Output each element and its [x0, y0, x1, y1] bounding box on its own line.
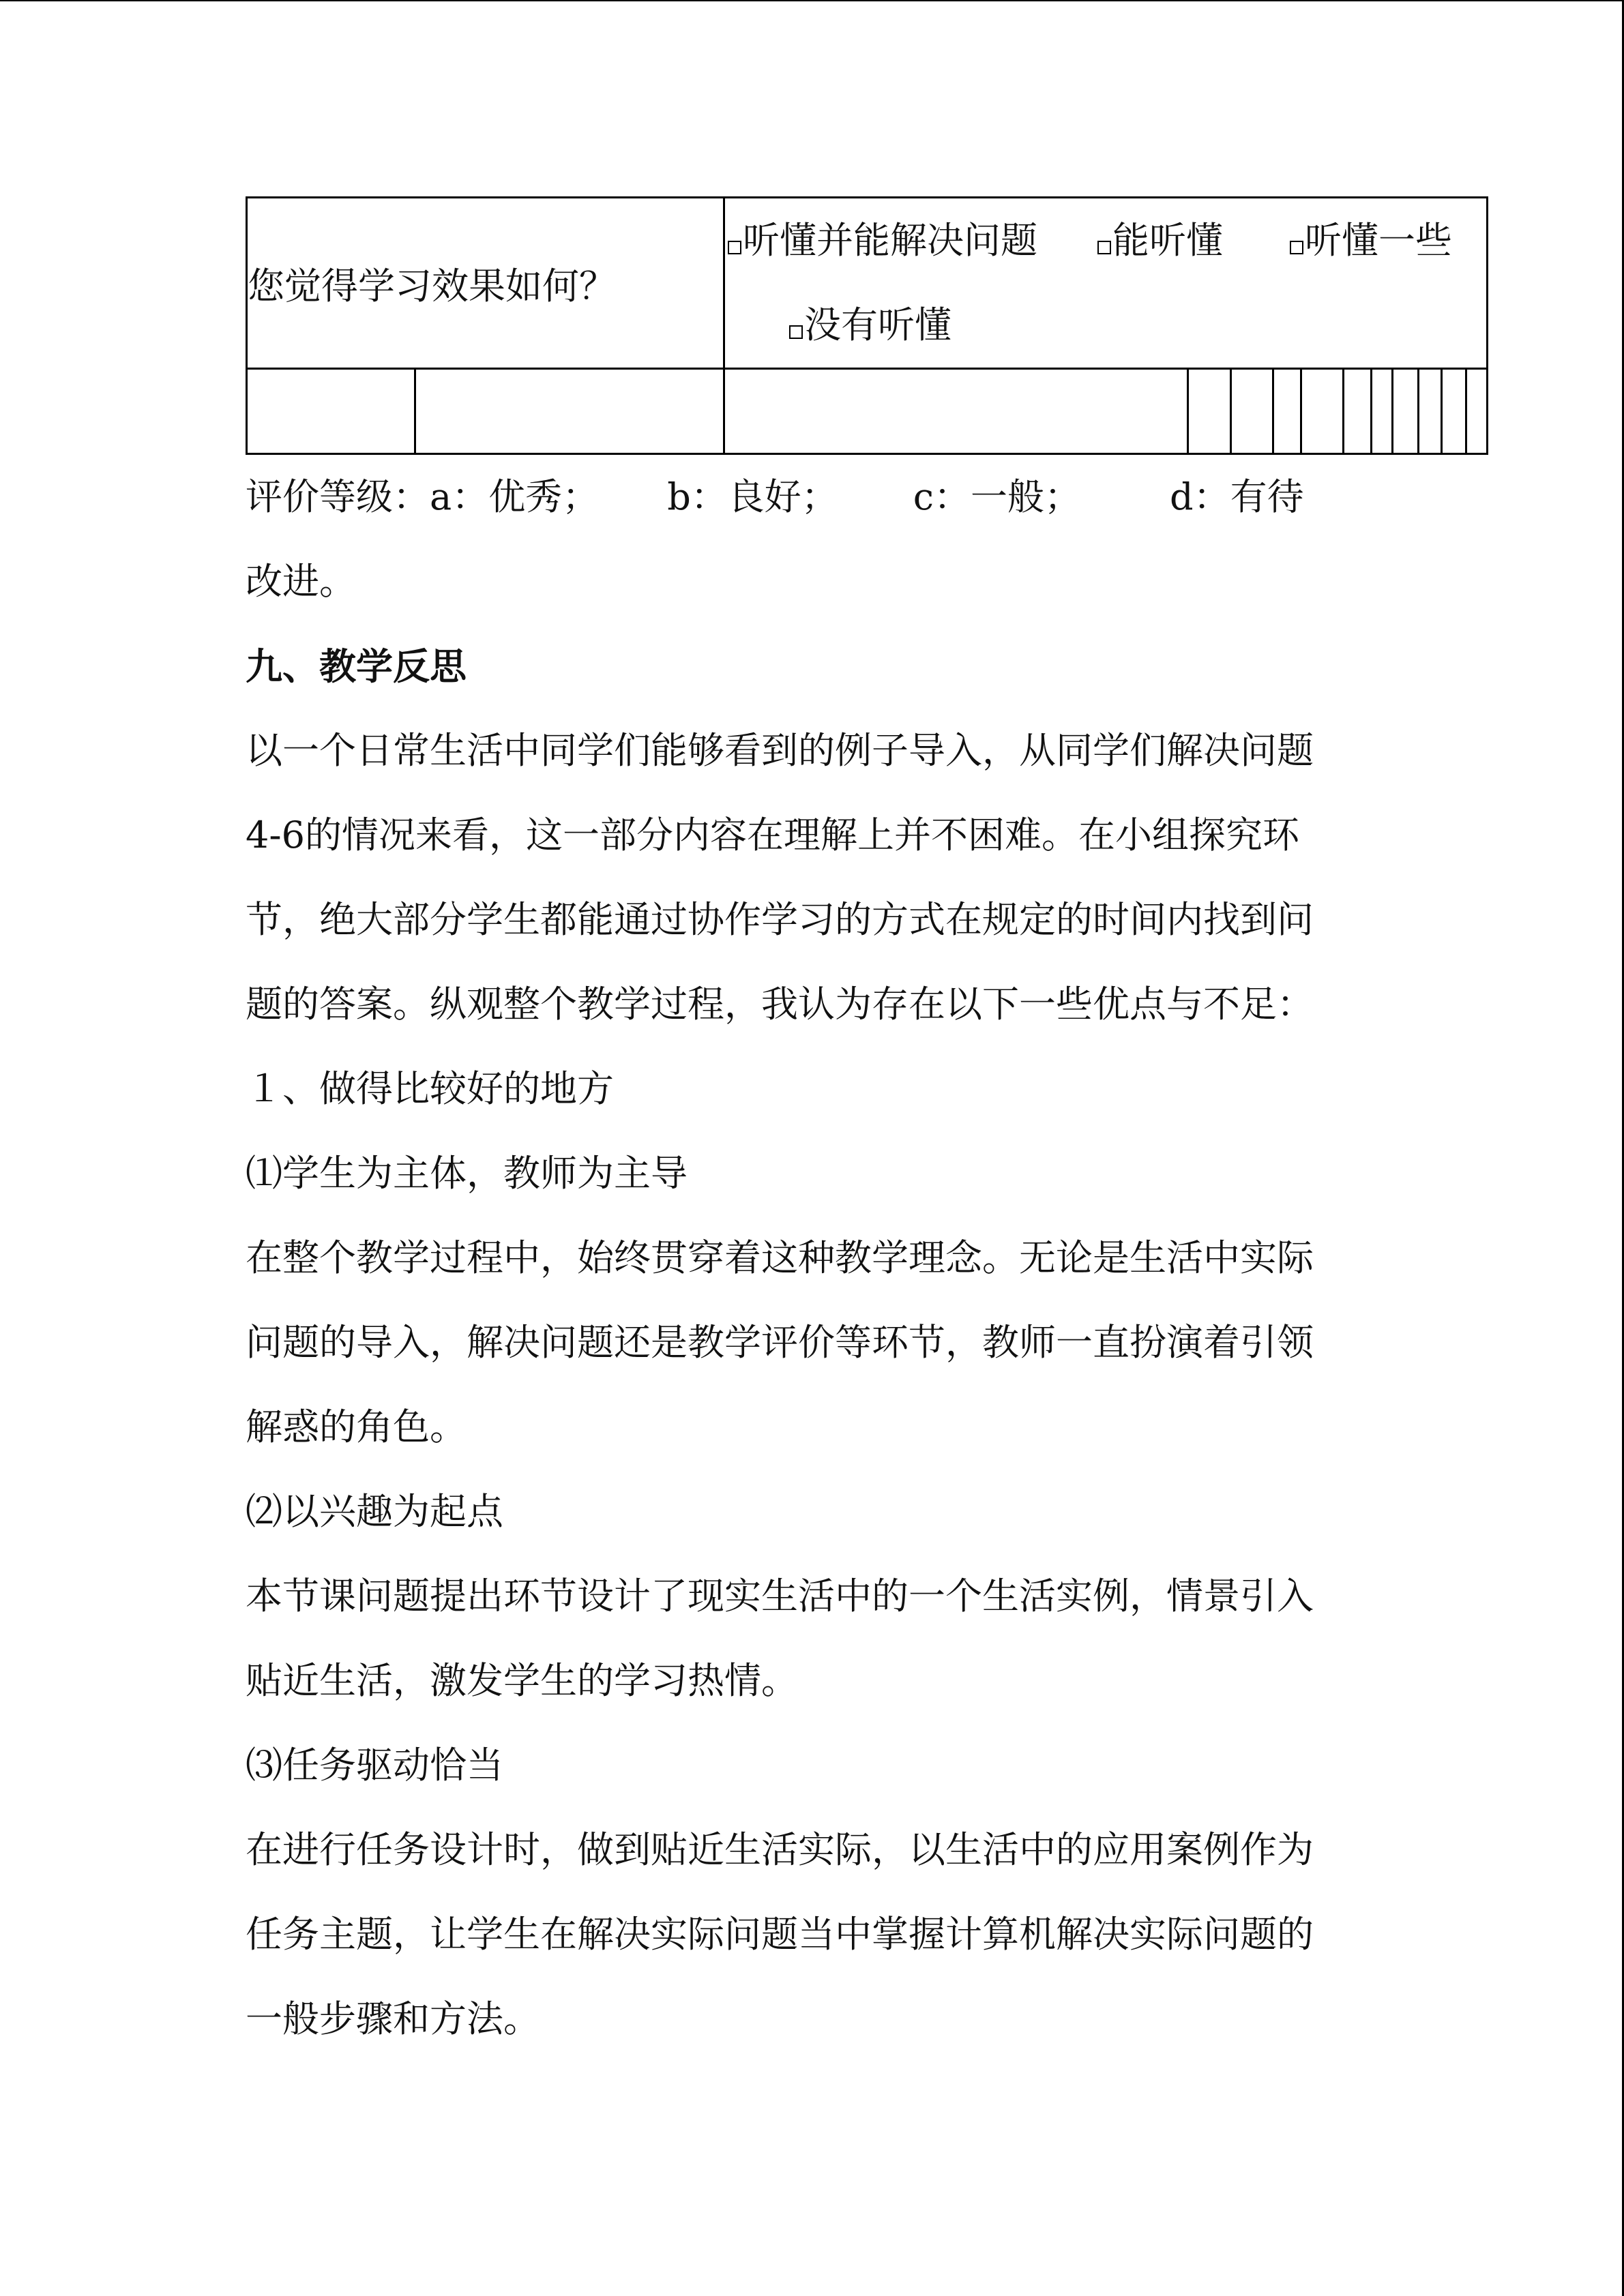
subheading: １、做得比较好的地方: [246, 1067, 614, 1110]
paragraph-line: 节，绝大部分学生都能通过协作学习的方式在规定的时间内找到问: [246, 898, 1314, 941]
blank-cell: [415, 369, 724, 454]
blank-cell: [1273, 369, 1301, 454]
blank-cell: [1466, 369, 1488, 454]
blank-cell: [1301, 369, 1344, 454]
option-not-understand[interactable]: 没有听懂: [789, 283, 951, 368]
survey-blank-row: [247, 369, 1488, 454]
checkbox-icon[interactable]: [728, 241, 741, 254]
section-heading: 九、教学反思: [246, 644, 467, 688]
option-understand-some[interactable]: 听懂一些: [1290, 198, 1452, 283]
page-border-top: [0, 0, 1624, 1]
paragraph-line: 题的答案。纵观整个教学过程，我认为存在以下一些优点与不足：: [246, 983, 1314, 1026]
checkbox-icon[interactable]: [1097, 241, 1111, 254]
paragraph-line: 贴近生活，激发学生的学习热情。: [246, 1659, 798, 1702]
point-title: ⑵以兴趣为起点: [246, 1490, 503, 1533]
blank-cell: [1344, 369, 1372, 454]
paragraph-line: 解惑的角色。: [246, 1405, 467, 1448]
paragraph-line: 一般步骤和方法。: [246, 1997, 540, 2040]
survey-options-cell: [724, 198, 1488, 369]
paragraph-line: 在进行任务设计时，做到贴近生活实际，以生活中的应用案例作为: [246, 1828, 1314, 1871]
paragraph-line: 以一个日常生活中同学们能够看到的例子导入，从同学们解决问题: [246, 729, 1314, 772]
blank-cell: [1188, 369, 1231, 454]
survey-table: [246, 196, 1488, 455]
paragraph-line: 本节课问题提出环节设计了现实生活中的一个生活实例，情景引入: [246, 1575, 1314, 1617]
point-title: ⑶任务驱动恰当: [246, 1744, 503, 1787]
blank-cell: [1372, 369, 1393, 454]
survey-question: 您觉得学习效果如何？: [248, 264, 616, 308]
checkbox-icon[interactable]: [1290, 241, 1303, 254]
option-understand-solve[interactable]: 听懂并能解决问题: [728, 198, 1037, 283]
paragraph-line: 任务主题，让学生在解决实际问题当中掌握计算机解决实际问题的: [246, 1913, 1314, 1956]
blank-cell: [1393, 369, 1419, 454]
checkbox-icon[interactable]: [789, 325, 803, 339]
option-understand[interactable]: 能听懂: [1097, 198, 1223, 283]
paragraph-line: 问题的导入，解决问题还是教学评价等环节，教师一直扮演着引领: [246, 1321, 1314, 1364]
rating-tail: 改进。: [246, 560, 356, 603]
rating-line: 评价等级：a：优秀； b：良好； c：一般； d：有待: [246, 475, 1304, 518]
blank-cell: [724, 369, 1188, 454]
blank-cell: [1442, 369, 1466, 454]
survey-question-cell: [247, 198, 724, 369]
document-body: [246, 196, 1487, 2061]
blank-cell: [1419, 369, 1442, 454]
blank-cell: [247, 369, 415, 454]
paragraph-line: 在整个教学过程中，始终贯穿着这种教学理念。无论是生活中实际: [246, 1236, 1314, 1279]
blank-cell: [1231, 369, 1273, 454]
point-title: ⑴学生为主体，教师为主导: [246, 1152, 688, 1195]
paragraph-line: 4-6的情况来看，这一部分内容在理解上并不困难。在小组探究环: [246, 814, 1299, 856]
